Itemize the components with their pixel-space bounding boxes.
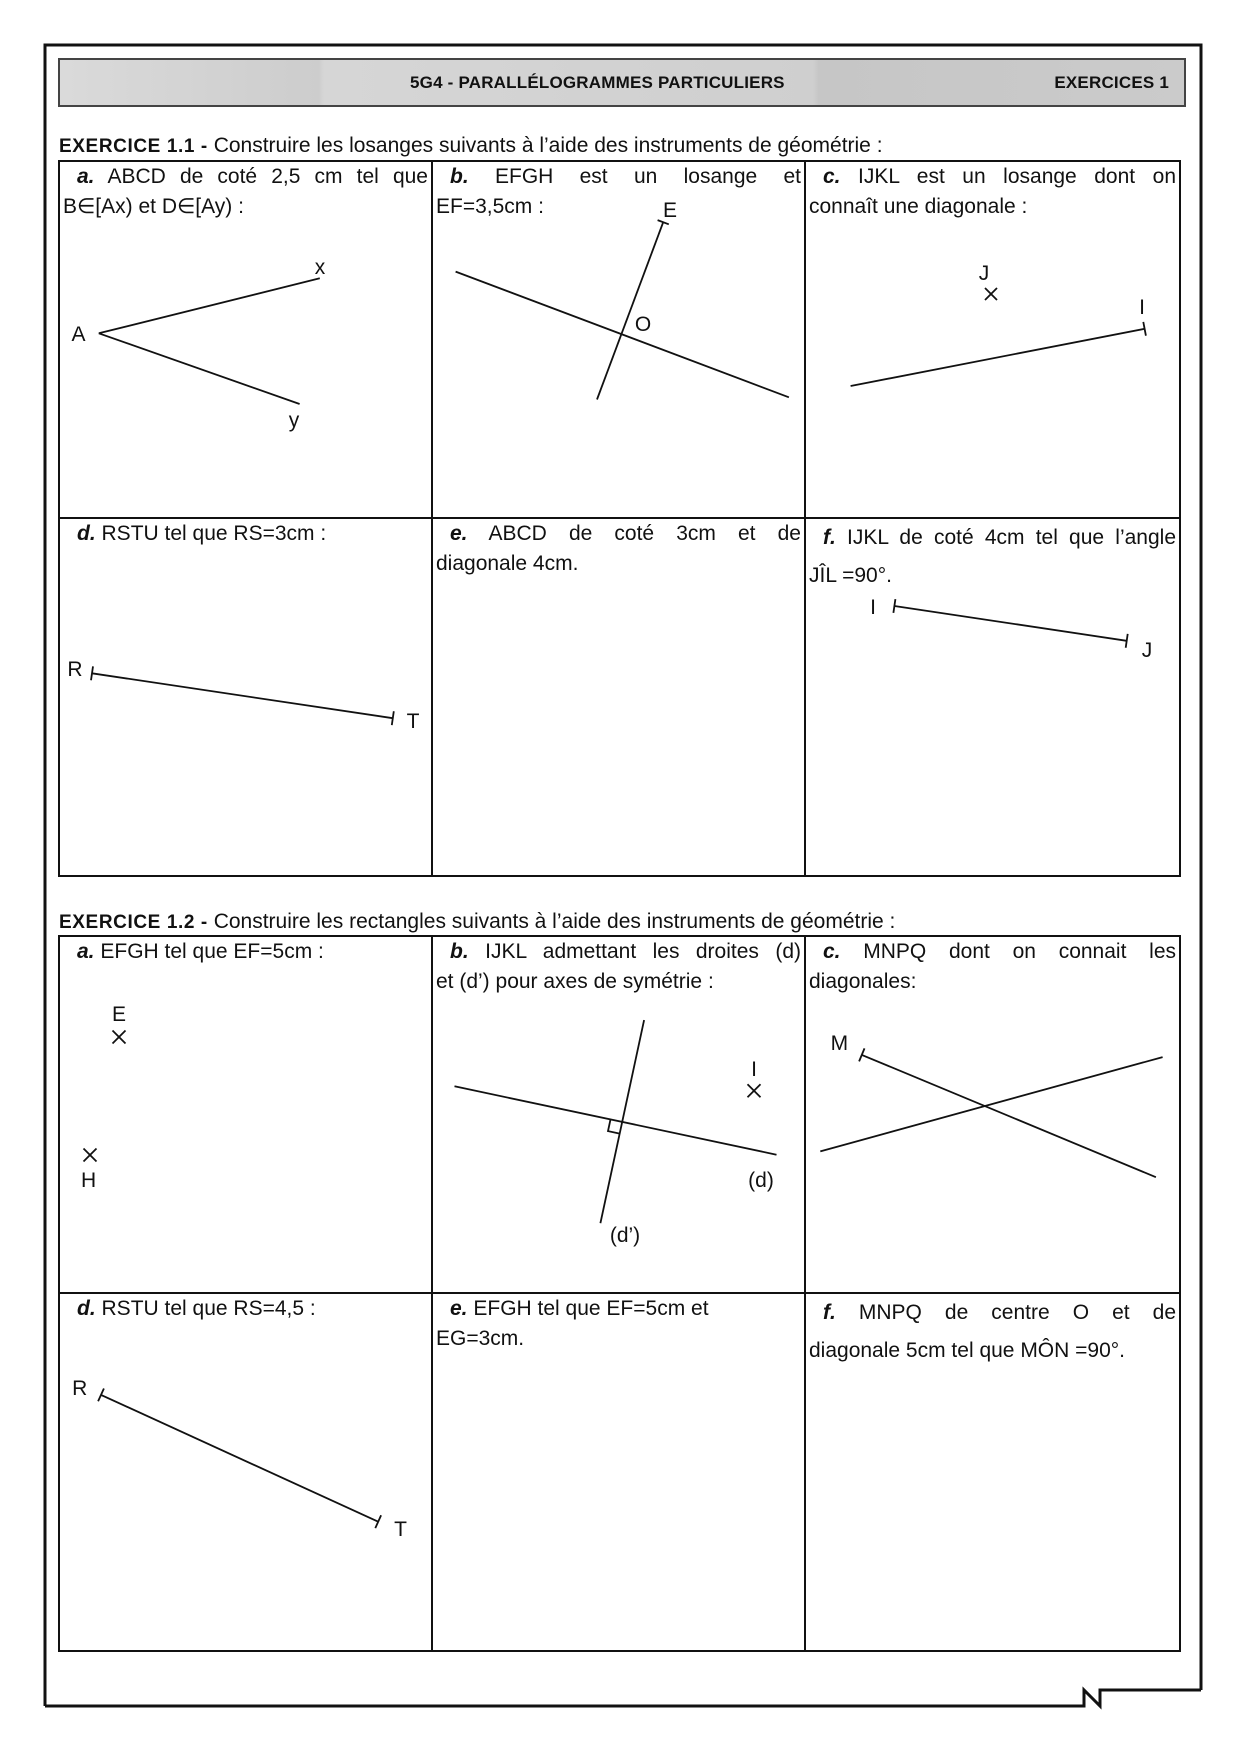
point-label-m: M [830,1032,849,1055]
item-label: b. [450,940,469,963]
point-label-t: T [394,1518,408,1541]
page-corner-mark [45,1690,1201,1706]
cell-text: ABCD de coté 2,5 cm tel que [107,165,428,188]
item-label: e. [450,521,468,545]
point-label-a: A [71,323,86,346]
exercise-1-table [58,160,1181,877]
item-label: a. [77,165,95,188]
exercise-1-cell-d [60,519,433,876]
point-label-r: R [67,658,83,681]
item-label: f. [823,525,836,549]
exercise-2-cell-a [60,937,433,1294]
exercise-2-table [58,935,1181,1652]
exercise-2-number: EXERCICE 1.2 - [59,912,208,933]
cell-text: IJKL admettant les droites (d) [485,940,801,963]
point-label-t: T [406,710,420,733]
cell-text: EFGH est un losange et [494,165,801,188]
worksheet-title: 5G4 - PARALLÉLOGRAMMES PARTICULIERS [410,73,785,92]
exercise-2-instruction: Construire les rectangles suivants à l’aide des instruments de géométrie : [213,910,896,933]
cell-text: IJKL de coté 4cm tel que l’angle [847,525,1176,549]
item-label: d. [77,521,96,545]
exercise-1-cell-e [433,519,806,876]
point-label-j: J [1141,639,1153,662]
point-label-e: E [111,1003,127,1026]
cell-text: connaît une diagonale : [809,195,1028,218]
point-label-r: R [72,1377,88,1400]
cell-text: ABCD de coté 3cm et de [488,521,801,545]
exercise-2-title [59,907,895,938]
point-label-i: I [1139,296,1145,319]
cell-text: EG=3cm. [436,1326,525,1350]
point-label-o: O [634,313,652,336]
point-label-i: I [751,1058,757,1081]
cell-text: diagonales: [809,970,917,993]
line-label-d: (d) [748,1169,774,1192]
item-label: a. [77,940,95,963]
exercise-1-cell-a [60,162,433,519]
cell-text: EF=3,5cm : [436,195,544,218]
exercise-1-cell-f [806,519,1179,876]
exercise-2-cell-d [60,1294,433,1651]
item-label: f. [823,1300,836,1324]
cell-text: diagonale 5cm tel que MÔN =90°. [809,1338,1125,1362]
cell-text: IJKL est un losange dont on [858,165,1176,188]
cell-text: RSTU tel que RS=3cm : [101,521,327,545]
worksheet-header [58,58,1186,107]
cell-text: diagonale 4cm. [436,551,579,575]
exercise-1-title [59,131,883,162]
exercise-2-cell-f [806,1294,1179,1651]
exercise-1-cell-c [806,162,1179,519]
item-label: d. [77,1296,96,1320]
point-label-i: I [870,596,876,619]
exercise-1-instruction: Construire les losanges suivants à l’aide des instruments de géométrie : [213,134,883,157]
point-label-y: y [288,409,300,432]
item-label: c. [823,165,841,188]
item-label: c. [823,940,841,963]
item-label: b. [450,165,469,188]
point-label-h: H [81,1169,97,1192]
item-label: e. [450,1296,468,1320]
cell-text: MNPQ dont on connait les [863,940,1176,963]
point-label-x: x [314,256,326,279]
exercise-2-cell-e [433,1294,806,1651]
exercise-2-cell-b [433,937,806,1294]
point-label-j: J [978,262,990,285]
exercise-1-cell-b [433,162,806,519]
cell-text: MNPQ de centre O et de [858,1300,1176,1324]
exercise-1-number: EXERCICE 1.1 - [59,136,208,157]
line-label-d-prime: (d’) [609,1224,641,1247]
exercise-2-cell-c [806,937,1179,1294]
cell-text: RSTU tel que RS=4,5 : [101,1296,316,1320]
cell-text: EFGH tel que EF=5cm : [100,940,324,963]
worksheet-section: EXERCICES 1 [1054,73,1169,92]
cell-text: B∈[Ax) et D∈[Ay) : [63,195,244,218]
cell-text: EFGH tel que EF=5cm et [473,1296,709,1320]
cell-text: JÎL =90°. [809,563,892,587]
cell-text: et (d’) pour axes de symétrie : [436,970,714,993]
point-label-e: E [662,199,678,222]
